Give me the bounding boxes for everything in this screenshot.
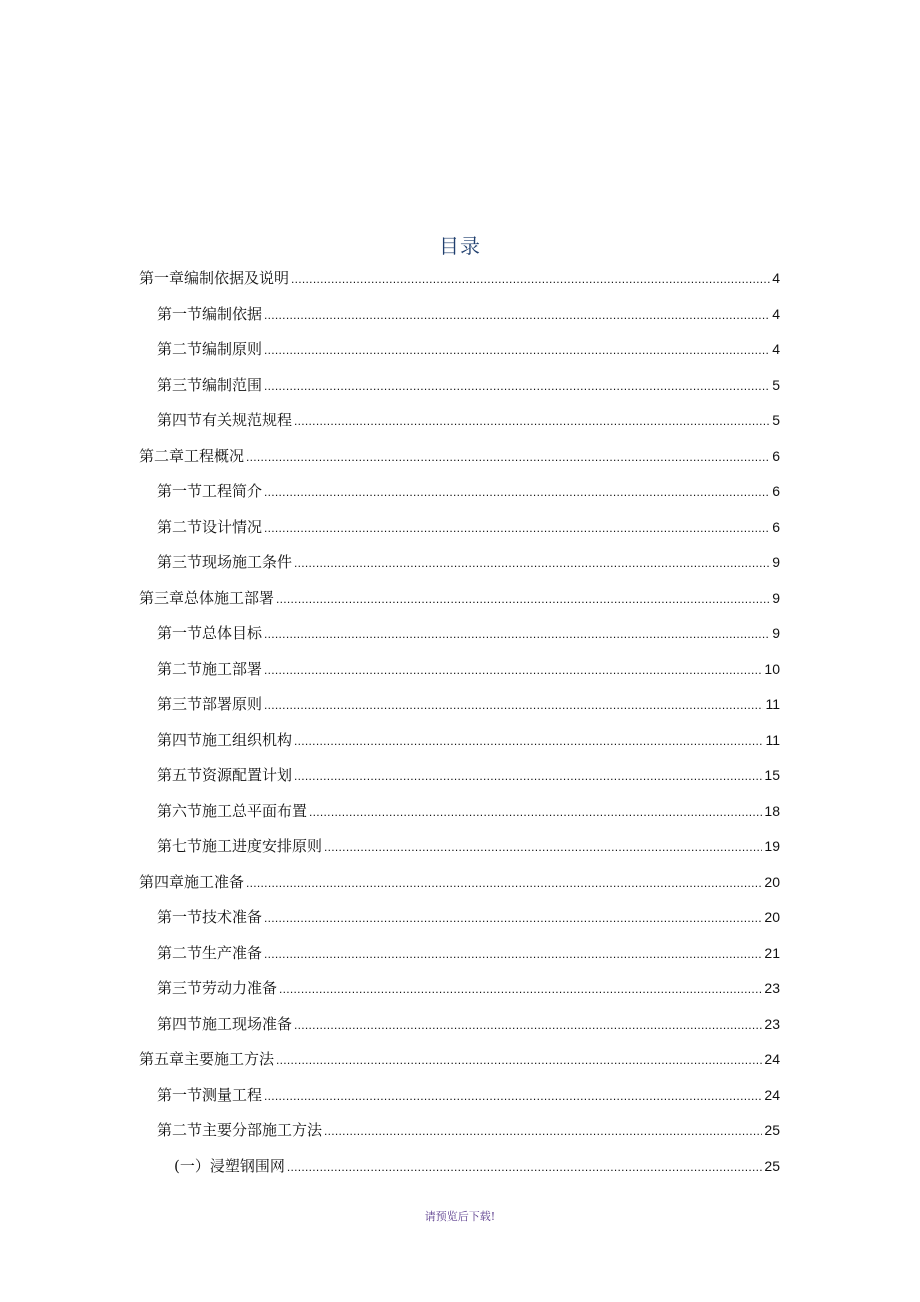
toc-entry-page-number: 11 [765,696,780,712]
toc-entry-label: 第六节施工总平面布置 [157,802,308,820]
toc-leader-dots [309,800,762,824]
toc-entry[interactable] [157,479,780,503]
toc-entry-page-number: 18 [764,803,780,819]
toc-entry-label: 第五节资源配置计划 [157,766,293,784]
toc-entry-label: 第三节部署原则 [157,695,263,713]
toc-entry[interactable] [157,728,780,752]
toc-leader-dots [291,267,770,291]
toc-entry-page-number: 21 [764,945,780,961]
toc-entry[interactable] [139,266,780,290]
toc-entry[interactable] [157,515,780,539]
toc-entry-label: 第四节施工现场准备 [157,1015,293,1033]
toc-entry[interactable] [157,302,780,326]
toc-entry-label: 第三节现场施工条件 [157,553,293,571]
toc-entry-label: 第三节劳动力准备 [157,979,278,997]
toc-entry-page-number: 9 [772,590,780,606]
toc-entry-page-number: 15 [764,767,780,783]
toc-leader-dots [294,729,763,753]
toc-entry[interactable] [157,1012,780,1036]
toc-leader-dots [264,658,762,682]
toc-entry[interactable] [139,444,780,468]
toc-entry-label: 第一节编制依据 [157,305,263,323]
toc-entry-page-number: 23 [764,980,780,996]
toc-entry-page-number: 5 [772,377,780,393]
toc-entry-page-number: 4 [772,306,780,322]
toc-entry-label: 第三章总体施工部署 [139,589,275,607]
toc-leader-dots [324,1119,762,1143]
toc-leader-dots [246,871,762,895]
toc-entry[interactable] [174,1154,780,1178]
toc-entry-label: 第一节工程简介 [157,482,263,500]
toc-entry-label: 第一章编制依据及说明 [139,269,290,287]
toc-entry[interactable] [139,870,780,894]
toc-title: 目录 [439,234,481,258]
toc-entry-page-number: 6 [772,519,780,535]
toc-entry[interactable] [157,692,780,716]
toc-entry[interactable] [157,976,780,1000]
toc-entry-page-number: 25 [764,1122,780,1138]
toc-entry-label: 第二章工程概况 [139,447,245,465]
toc-leader-dots [264,693,763,717]
toc-leader-dots [276,1048,762,1072]
toc-entry-page-number: 6 [772,483,780,499]
toc-entry-label: 第四章施工准备 [139,873,245,891]
toc-entry-page-number: 9 [772,625,780,641]
toc-entry-page-number: 19 [764,838,780,854]
toc-entry-label: 第二节生产准备 [157,944,263,962]
toc-entry-page-number: 4 [772,341,780,357]
toc-entry-label: 第二节主要分部施工方法 [157,1121,323,1139]
toc-entry-label: 第二节设计情况 [157,518,263,536]
toc-leader-dots [264,374,770,398]
toc-entry[interactable] [157,550,780,574]
toc-leader-dots [294,551,770,575]
toc-entry[interactable] [157,337,780,361]
toc-entry-page-number: 10 [764,661,780,677]
toc-entry[interactable] [139,586,780,610]
toc-entry[interactable] [157,1083,780,1107]
toc-entry[interactable] [157,657,780,681]
toc-entry-page-number: 24 [764,1051,780,1067]
toc-entry-page-number: 20 [764,909,780,925]
toc-entry[interactable] [139,1047,780,1071]
toc-entry-label: 第四节有关规范规程 [157,411,293,429]
toc-leader-dots [264,942,762,966]
toc-leader-dots [294,409,770,433]
toc-entry[interactable] [157,905,780,929]
toc-leader-dots [264,622,770,646]
toc-entry-label: 第二节施工部署 [157,660,263,678]
toc-entry-label: (一）浸塑钢围网 [174,1157,285,1175]
toc-leader-dots [276,587,770,611]
toc-entry-label: 第一节总体目标 [157,624,263,642]
toc-leader-dots [264,906,762,930]
toc-leader-dots [246,445,770,469]
toc-entry-label: 第五章主要施工方法 [139,1050,275,1068]
toc-leader-dots [264,480,770,504]
toc-entry[interactable] [157,941,780,965]
toc-entry[interactable] [157,763,780,787]
toc-entry-page-number: 9 [772,554,780,570]
toc-leader-dots [264,303,770,327]
toc-entry-page-number: 4 [772,270,780,286]
toc-entry[interactable] [157,408,780,432]
toc-entry-label: 第四节施工组织机构 [157,731,293,749]
toc-leader-dots [264,516,770,540]
toc-entry-page-number: 11 [765,732,780,748]
toc-leader-dots [264,338,770,362]
toc-entry[interactable] [157,373,780,397]
toc-entry-label: 第一节技术准备 [157,908,263,926]
toc-entry-label: 第七节施工进度安排原则 [157,837,323,855]
toc-entry[interactable] [157,621,780,645]
toc-leader-dots [287,1155,763,1179]
toc-entry-label: 第二节编制原则 [157,340,263,358]
toc-leader-dots [324,835,762,859]
footer-note: 请预览后下载! [424,1210,496,1223]
toc-leader-dots [294,764,762,788]
toc-entry-label: 第三节编制范围 [157,376,263,394]
toc-leader-dots [279,977,762,1001]
toc-leader-dots [264,1084,762,1108]
toc-entry-page-number: 5 [772,412,780,428]
toc-entry-page-number: 24 [764,1087,780,1103]
toc-entry[interactable] [157,834,780,858]
toc-leader-dots [294,1013,762,1037]
toc-entry-page-number: 25 [764,1158,780,1174]
toc-entry-page-number: 6 [772,448,780,464]
toc-entry-page-number: 20 [764,874,780,890]
toc-entry[interactable] [157,1118,780,1142]
toc-entry-label: 第一节测量工程 [157,1086,263,1104]
toc-entry-page-number: 23 [764,1016,780,1032]
toc-entry[interactable] [157,799,780,823]
